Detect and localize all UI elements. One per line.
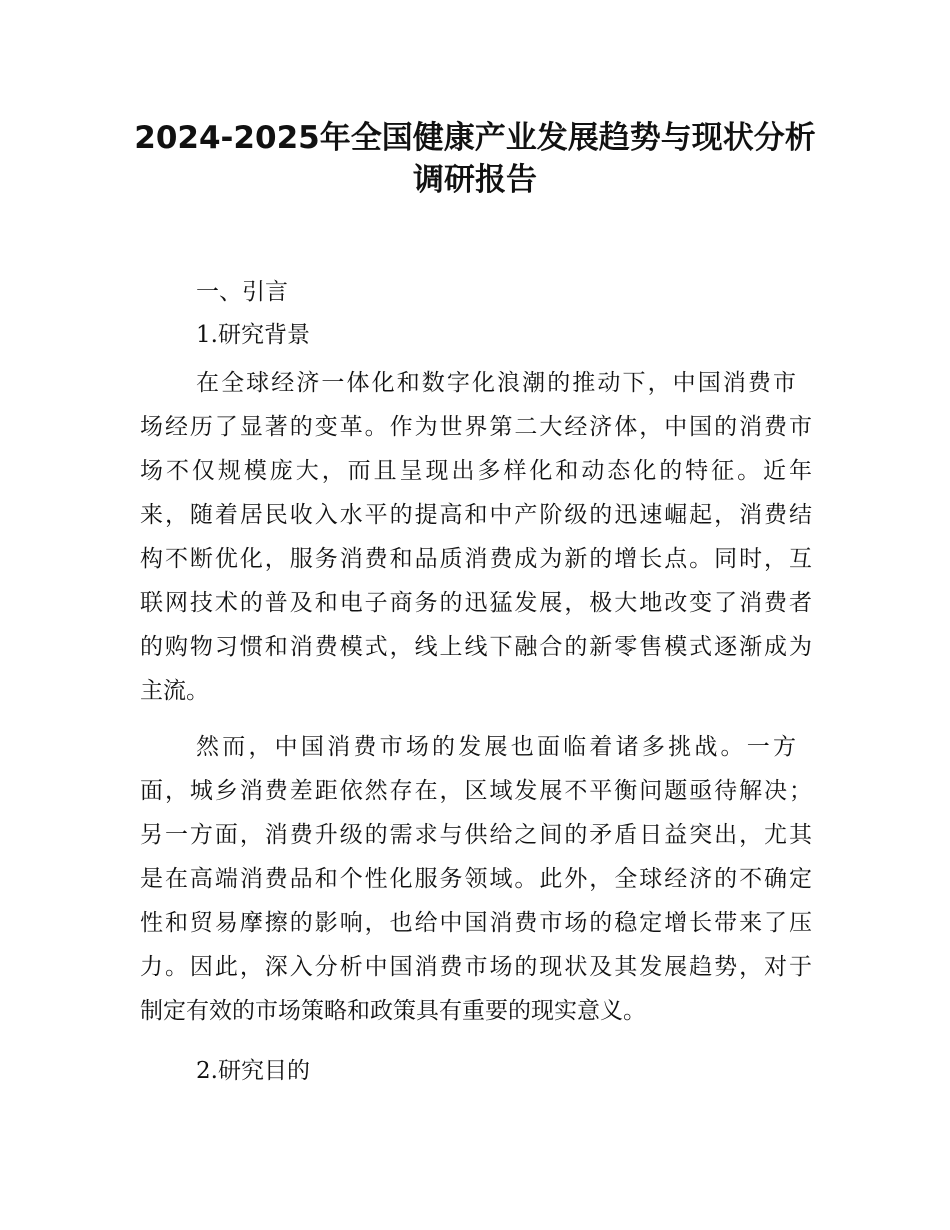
paragraph-line: 场经历了显著的变革。作为世界第二大经济体，中国的消费市 bbox=[140, 414, 812, 440]
paragraph-line: 力。因此，深入分析中国消费市场的现状及其发展趋势，对于 bbox=[140, 954, 812, 980]
paragraph-line: 的购物习惯和消费模式，线上线下融合的新零售模式逐渐成为 bbox=[140, 634, 812, 660]
subsection-heading-objective: 2.研究目的 bbox=[196, 1058, 310, 1084]
document-title: 2024-2025年全国健康产业发展趋势与现状分析 bbox=[134, 120, 816, 156]
paragraph-line: 制定有效的市场策略和政策具有重要的现实意义。 bbox=[140, 998, 646, 1024]
document-title-continued: 调研报告 bbox=[413, 162, 537, 198]
paragraph-line: 面，城乡消费差距依然存在，区域发展不平衡问题亟待解决； bbox=[140, 778, 812, 804]
paragraph-line: 场不仅规模庞大，而且呈现出多样化和动态化的特征。近年 bbox=[140, 458, 812, 484]
subsection-heading-background: 1.研究背景 bbox=[196, 322, 310, 348]
paragraph-line: 来，随着居民收入水平的提高和中产阶级的迅速崛起，消费结 bbox=[140, 502, 812, 528]
paragraph-line: 构不断优化，服务消费和品质消费成为新的增长点。同时，互 bbox=[140, 546, 812, 572]
paragraph-line: 联网技术的普及和电子商务的迅猛发展，极大地改变了消费者 bbox=[140, 590, 812, 616]
paragraph-line: 另一方面，消费升级的需求与供给之间的矛盾日益突出，尤其 bbox=[140, 822, 812, 848]
section-heading-introduction: 一、引言 bbox=[196, 279, 288, 305]
paragraph-line: 然而，中国消费市场的发展也面临着诸多挑战。一方 bbox=[196, 734, 796, 760]
paragraph-line: 在全球经济一体化和数字化浪潮的推动下，中国消费市 bbox=[196, 370, 796, 396]
paragraph-line: 主流。 bbox=[140, 678, 209, 704]
paragraph-line: 性和贸易摩擦的影响，也给中国消费市场的稳定增长带来了压 bbox=[140, 910, 812, 936]
paragraph-line: 是在高端消费品和个性化服务领域。此外，全球经济的不确定 bbox=[140, 866, 812, 892]
